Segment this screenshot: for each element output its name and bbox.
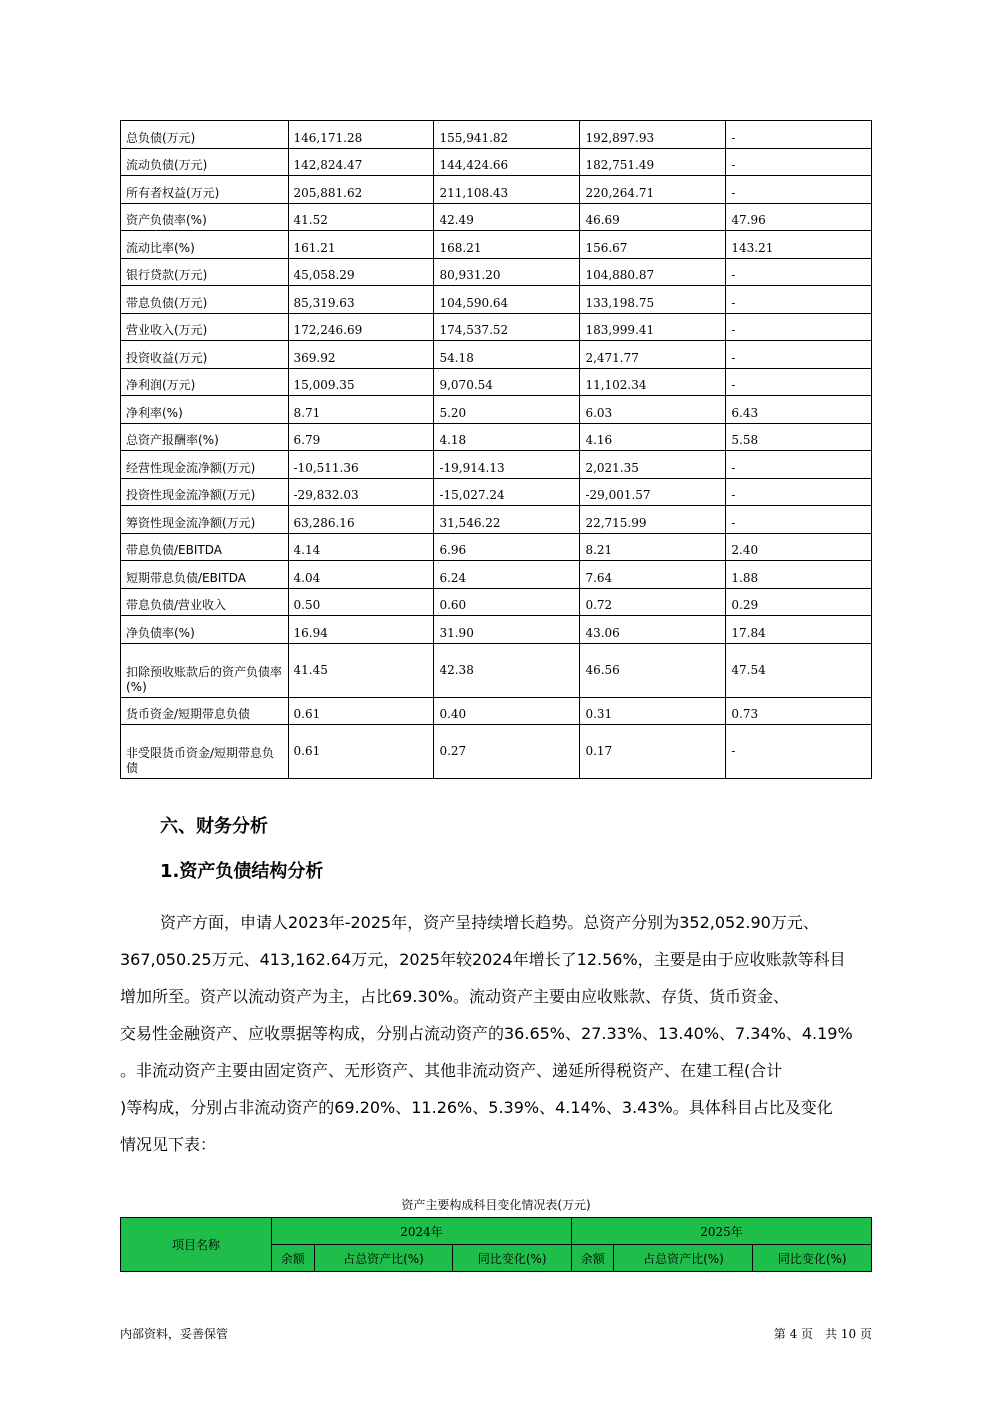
indicator-row [121,561,872,589]
value-2023: 205,881.62 [288,176,434,204]
indicator-table-body [121,121,872,779]
value-2023: 63,286.16 [288,506,434,534]
item-name-header: 项目名称 [121,1218,272,1272]
value-other: 143.21 [726,231,872,259]
value-other: - [726,176,872,204]
value-other: 0.29 [726,588,872,616]
value-2023: 41.52 [288,203,434,231]
value-2025: 43.06 [580,616,726,644]
value-other: 5.58 [726,423,872,451]
value-other: - [726,148,872,176]
value-2023: 45,058.29 [288,258,434,286]
indicator-row [121,341,872,369]
indicator-row [121,423,872,451]
value-2023: 41.45 [288,643,434,697]
indicator-row [121,258,872,286]
indicator-row [121,121,872,149]
indicator-label: 投资性现金流净额(万元) [121,478,289,506]
footer-confidential-note: 内部资料，妥善保管 [120,1327,229,1341]
indicator-label: 所有者权益(万元) [121,176,289,204]
value-2025: 22,715.99 [580,506,726,534]
value-2024: 0.40 [434,697,580,725]
share-header: 占总资产比(%) [314,1245,453,1272]
value-2023: 4.04 [288,561,434,589]
yoy-header: 同比变化(%) [453,1245,572,1272]
value-2023: 85,319.63 [288,286,434,314]
indicator-label: 货币资金/短期带息负债 [121,697,289,725]
indicator-label: 扣除预收账款后的资产负债率(%) [121,643,289,697]
value-2025: 4.16 [580,423,726,451]
value-2024: 42.49 [434,203,580,231]
indicator-row [121,203,872,231]
value-2025: 2,471.77 [580,341,726,369]
value-2025: 0.17 [580,725,726,779]
value-2023: 142,824.47 [288,148,434,176]
indicator-row [121,313,872,341]
balance-header: 余额 [571,1245,614,1272]
value-2025: 46.69 [580,203,726,231]
asset-table-caption: 资产主要构成科目变化情况表(万元) [401,1198,591,1212]
value-2025: 46.56 [580,643,726,697]
indicator-label: 总资产报酬率(%) [121,423,289,451]
indicator-label: 带息负债/EBITDA [121,533,289,561]
value-2024: 5.20 [434,396,580,424]
value-other: - [726,368,872,396]
indicator-label: 带息负债(万元) [121,286,289,314]
value-other: - [726,258,872,286]
paragraph-line: 情况见下表： [120,1135,217,1154]
indicator-label: 经营性现金流净额(万元) [121,451,289,479]
value-2024: 0.60 [434,588,580,616]
value-2023: -10,511.36 [288,451,434,479]
indicator-label: 营业收入(万元) [121,313,289,341]
subsection-title: 1.资产负债结构分析 [160,861,324,882]
value-2024: 104,590.64 [434,286,580,314]
indicator-row [121,616,872,644]
value-2024: -15,027.24 [434,478,580,506]
value-2023: 146,171.28 [288,121,434,149]
value-other: 0.73 [726,697,872,725]
section-title: 六、财务分析 [160,816,268,837]
value-2025: 11,102.34 [580,368,726,396]
value-2025: 8.21 [580,533,726,561]
paragraph-line: 367,050.25万元、413,162.64万元，2025年较2024年增长了12.56%，主要是由于应收账款等科目 [120,950,846,969]
value-other: 47.54 [726,643,872,697]
page-prefix: 第 [773,1327,786,1341]
asset-composition-table [120,1217,872,1272]
value-2023: 369.92 [288,341,434,369]
indicator-row [121,725,872,779]
value-other: - [726,121,872,149]
value-2024: 6.96 [434,533,580,561]
value-2024: 9,070.54 [434,368,580,396]
value-2024: 42.38 [434,643,580,697]
value-2024: -19,914.13 [434,451,580,479]
value-2024: 0.27 [434,725,580,779]
value-other: 6.43 [726,396,872,424]
value-other: - [726,313,872,341]
value-2025: 220,264.71 [580,176,726,204]
value-2023: 15,009.35 [288,368,434,396]
indicator-label: 流动负债(万元) [121,148,289,176]
indicator-label: 资产负债率(%) [121,203,289,231]
indicator-row [121,643,872,697]
indicator-label: 净利润(万元) [121,368,289,396]
value-2025: 0.31 [580,697,726,725]
indicator-label: 总负债(万元) [121,121,289,149]
value-2023: -29,832.03 [288,478,434,506]
value-2024: 6.24 [434,561,580,589]
page-current: 4 [789,1327,798,1341]
indicator-row [121,451,872,479]
value-2023: 0.61 [288,725,434,779]
indicator-label: 流动比率(%) [121,231,289,259]
value-2025: 192,897.93 [580,121,726,149]
indicator-label: 净利率(%) [121,396,289,424]
page-middle: 页 共 [801,1327,838,1341]
indicator-label: 银行贷款(万元) [121,258,289,286]
value-2025: 7.64 [580,561,726,589]
value-2025: 133,198.75 [580,286,726,314]
paragraph-line: )等构成，分别占非流动资产的69.20%、11.26%、5.39%、4.14%、3.43%。具体科目占比及变化 [120,1098,833,1117]
share-header: 占总资产比(%) [614,1245,753,1272]
page-total: 10 [840,1327,857,1341]
value-2024: 31,546.22 [434,506,580,534]
indicator-row [121,697,872,725]
paragraph-line: 增加所至。资产以流动资产为主，占比69.30%。流动资产主要由应收账款、存货、货币资金、 [120,987,790,1006]
paragraph-line: 资产方面，申请人2023年-2025年，资产呈持续增长趋势。总资产分别为352,052.90万元、 [160,913,819,932]
value-2023: 161.21 [288,231,434,259]
value-2023: 16.94 [288,616,434,644]
value-other: - [726,506,872,534]
indicator-label: 带息负债/营业收入 [121,588,289,616]
value-2024: 4.18 [434,423,580,451]
yoy-header: 同比变化(%) [753,1245,872,1272]
indicator-label: 筹资性现金流净额(万元) [121,506,289,534]
value-2025: 2,021.35 [580,451,726,479]
value-2025: 104,880.87 [580,258,726,286]
indicator-row [121,506,872,534]
indicator-row [121,231,872,259]
value-2024: 174,537.52 [434,313,580,341]
indicator-row [121,176,872,204]
value-2025: 182,751.49 [580,148,726,176]
value-2024: 168.21 [434,231,580,259]
indicator-label: 非受限货币资金/短期带息负债 [121,725,289,779]
year-2025-header: 2025年 [571,1218,871,1245]
value-2024: 155,941.82 [434,121,580,149]
value-2024: 144,424.66 [434,148,580,176]
indicator-row [121,396,872,424]
value-2024: 80,931.20 [434,258,580,286]
value-other: - [726,341,872,369]
value-other: 47.96 [726,203,872,231]
value-2023: 0.61 [288,697,434,725]
value-other: 2.40 [726,533,872,561]
value-2024: 31.90 [434,616,580,644]
value-2025: -29,001.57 [580,478,726,506]
value-2025: 183,999.41 [580,313,726,341]
indicator-label: 投资收益(万元) [121,341,289,369]
value-2025: 0.72 [580,588,726,616]
value-other: - [726,286,872,314]
value-2025: 156.67 [580,231,726,259]
value-2023: 172,246.69 [288,313,434,341]
value-2023: 6.79 [288,423,434,451]
indicator-row [121,148,872,176]
value-other: 17.84 [726,616,872,644]
value-2023: 0.50 [288,588,434,616]
indicator-row [121,368,872,396]
paragraph-line: 。非流动资产主要由固定资产、无形资产、其他非流动资产、递延所得税资产、在建工程(合计 [120,1061,783,1080]
value-2024: 54.18 [434,341,580,369]
value-other: 1.88 [726,561,872,589]
indicator-row [121,533,872,561]
indicator-row [121,478,872,506]
value-2025: 6.03 [580,396,726,424]
indicator-row [121,588,872,616]
page-suffix: 页 [859,1327,872,1341]
paragraph-line: 交易性金融资产、应收票据等构成，分别占流动资产的36.65%、27.33%、13.40%、7.34%、4.19% [120,1024,853,1043]
balance-header: 余额 [272,1245,315,1272]
year-2024-header: 2024年 [272,1218,572,1245]
analysis-paragraph [120,904,872,1163]
value-2024: 211,108.43 [434,176,580,204]
footer-page-number [774,1325,872,1342]
indicator-label: 短期带息负债/EBITDA [121,561,289,589]
financial-indicator-table [120,120,872,779]
value-2023: 4.14 [288,533,434,561]
indicator-label: 净负债率(%) [121,616,289,644]
value-other: - [726,725,872,779]
indicator-row [121,286,872,314]
value-other: - [726,478,872,506]
value-2023: 8.71 [288,396,434,424]
value-other: - [726,451,872,479]
